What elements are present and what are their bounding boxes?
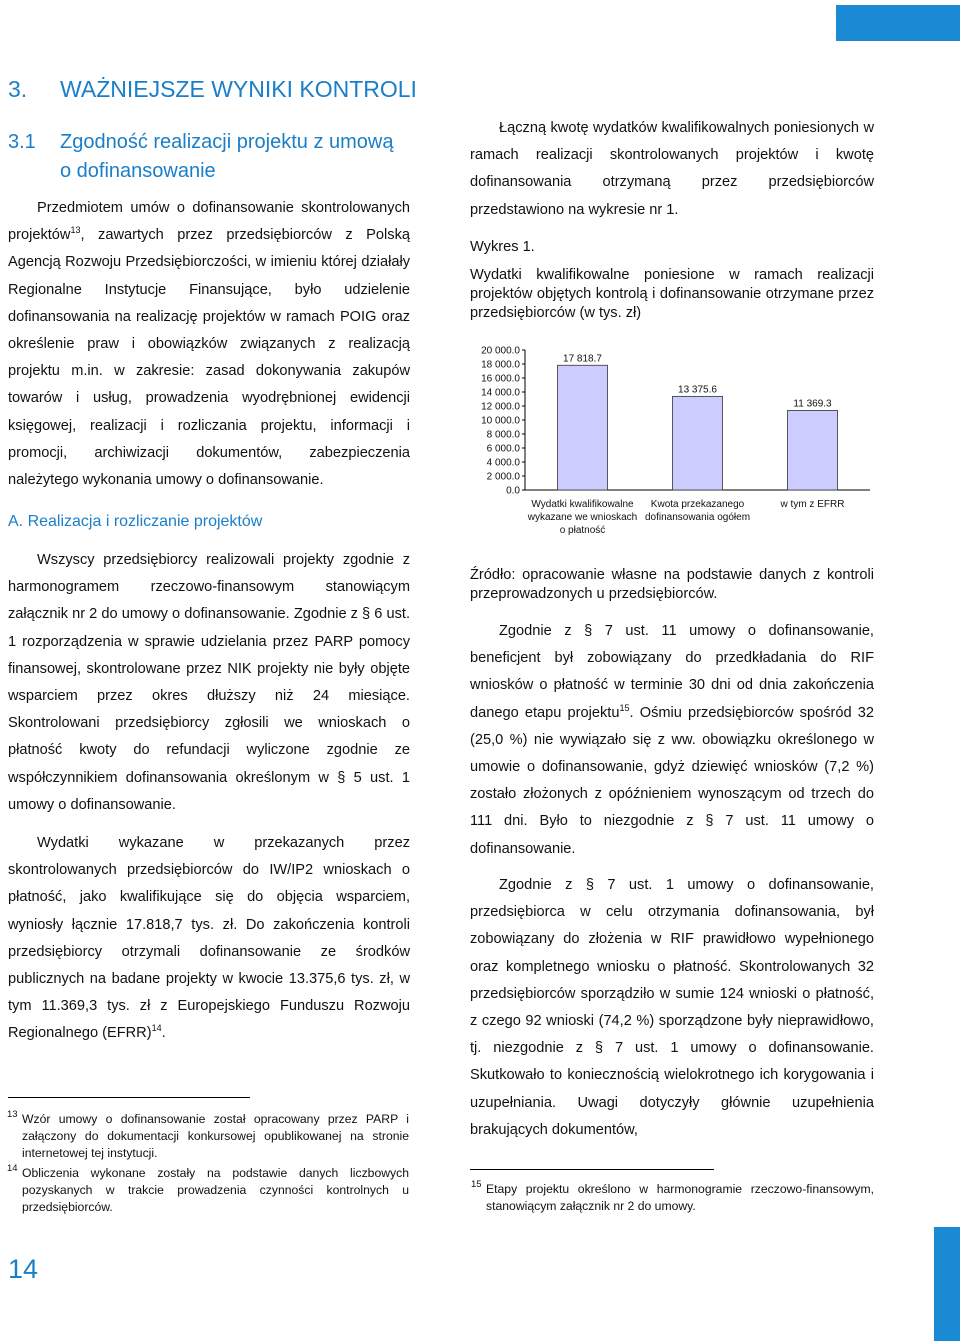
corner-accent-top	[836, 5, 960, 41]
footnote-ref-14[interactable]: 14	[151, 1023, 162, 1034]
paragraph-realizacja: Wszyscy przedsiębiorcy realizowali projekty zgodnie z harmonogramem rzeczowo-finansowym stanowiącym załącznik nr 2 do umowy o dofinansowanie. Zgodnie z § 6 ust. 1 rozporządzenia w sprawie udzielania przez PARP pomocy finansowej, skontrolowane przez NIK projekty nie były objęte wsparciem przez okres dłuższy niż 24 miesiące. Skontrolowani przedsiębiorcy zgłosili we wnioskach o płatność kwoty do refundacji wyliczone zgodnie ze współczynnikiem dofinansowania określonym w § 5 ust. 1 umowy o dofinansowanie.	[8, 552, 410, 813]
chart-data-label: 11 369.3	[793, 398, 832, 410]
chart-caption: Wydatki kwalifikowalne poniesione w ramach realizacji projektów objętych kontrolą i dofinansowanie otrzymane przez przedsiębiorców (w tys. zł)	[470, 267, 874, 321]
chart-data-label: 13 375.6	[678, 384, 717, 396]
chart-y-tick-label: 20 000.0	[481, 345, 520, 357]
footnote-15: 15 Etapy projektu określono w harmonogramie rzeczowo-finansowym, stanowiącym załącznik nr 2 do umowy.	[471, 1179, 874, 1213]
chart-y-tick-label: 16 000.0	[481, 373, 520, 385]
page-number: 14	[8, 1254, 39, 1284]
chart-bar	[788, 410, 838, 490]
chart-bar	[673, 396, 723, 490]
chart-y-tick-label: 8 000.0	[486, 429, 520, 441]
paragraph-intro: Przedmiotem umów o dofinansowanie skontrolowanych projektów$^{13}$, zawartych przez przedsiębiorców z Polską Agencją Rozwoju Przedsiębiorczości, w imieniu której działały Regionalne Instytucje Finansujące, było udzielenie dofinansowania na realizację projektów w ramach POIG oraz określenie praw i obowiązków związanych z realizacją projektu m.in. w zakresie: zasad dokonywania zakupów towarów i usług, prowadzenia wyodrębnionej ewidencji księgowej, realizacji i rozliczania projektu, informacji i promocji, archiwizacji dokumentów, zabezpieczenia należytego wykonania umowy o dofinansowanie.	[8, 200, 410, 489]
corner-accent-bottom	[934, 1227, 960, 1341]
section-a-heading: A. Realizacja i rozliczanie projektów	[8, 513, 263, 530]
footnote-14: 14 Obliczenia wykonane zostały na podstawie danych liczbowych pozyskanych w trakcie prowadzenia czynności kontrolnych u przedsiębiorców.	[7, 1163, 409, 1214]
footnote-rule-left	[8, 1097, 250, 1098]
footnote-13: 13 Wzór umowy o dofinansowanie został opracowany przez PARP i załączony do dokumentacji konkursowej opublikowanej na stronie internetowej tej instytucji.	[7, 1109, 409, 1160]
chart-y-tick-label: 4 000.0	[486, 457, 520, 469]
chart-bar	[558, 365, 608, 490]
chart-category-label: Wydatki kwalifikowalne	[531, 499, 634, 510]
chart-y-tick-label: 6 000.0	[486, 443, 520, 455]
paragraph-chart-intro: Łączną kwotę wydatków kwalifikowalnych poniesionych w ramach realizacji skontrolowanych projektów i kwotę dofinansowania otrzymaną przez przedsiębiorców przedstawiono na wykresie nr 1.	[470, 120, 874, 218]
chart-y-tick-label: 0.0	[506, 485, 520, 497]
paragraph-wnioski: Zgodnie z § 7 ust. 1 umowy o dofinansowanie, przedsiębiorca w celu otrzymania dofinansowania, był zobowiązany do złożenia w RIF prawidłowo wypełnionego oraz kompletnego wniosku o płatność. Skontrolowanych 32 przedsiębiorców sporządziło w sumie 124 wnioski o płatność, z czego 92 wnioski (74,2 %) sporządzone były nieprawidłowo, tj. niezgodnie z § 7 ust. 1 umowy o dofinansowanie. Skutkowało to koniecznością wielokrotnego ich korygowania i uzupełniania. Uwagi dotyczyły głównie uzupełnienia brakujących dokumentów,	[470, 877, 874, 1138]
section-heading: 3. WAŻNIEJSZE WYNIKI KONTROLI	[8, 76, 417, 102]
chart-y-tick-label: 10 000.0	[481, 415, 520, 427]
footnote-ref-15[interactable]: 15	[619, 702, 630, 713]
chart-data-label: 17 818.7	[563, 353, 602, 365]
chart-category-label: w tym z EFRR	[780, 499, 845, 510]
bar-chart	[470, 338, 880, 548]
chart-y-tick-label: 2 000.0	[486, 471, 520, 483]
footnote-ref-13[interactable]: 13	[70, 225, 81, 236]
chart-category-label: wykazane we wnioskach	[527, 512, 638, 523]
chart-label: Wykres 1.	[470, 239, 535, 255]
chart-y-tick-label: 12 000.0	[481, 401, 520, 413]
subsection-heading: 3.1 Zgodność realizacji projektu z umową o dofinansowanie	[8, 131, 394, 182]
chart-y-tick-label: 18 000.0	[481, 359, 520, 371]
footnote-rule-right	[470, 1169, 714, 1170]
chart-y-tick-label: 14 000.0	[481, 387, 520, 399]
chart-category-label: dofinansowania ogółem	[644, 512, 751, 523]
paragraph-platnosc: Zgodnie z § 7 ust. 11 umowy o dofinansowanie, beneficjent był zobowiązany do przedkładania do RIF wniosków o płatność w terminie 30 dni od dnia zakończenia danego etapu projektu$^{15}$. Ośmiu przedsiębiorców spośród 32 (25,0 %) nie wywiązało się z ww. obowiązku określonego w umowie o dofinansowanie, gdyż dziewięć wniosków (7,2 %) zostało złożonych z opóźnieniem wynoszącym od trzech do 111 dni. Było to niezgodnie z § 7 ust. 11 umowy o dofinansowanie.	[470, 623, 874, 857]
chart-category-label: o płatność	[559, 525, 606, 536]
paragraph-wydatki: Wydatki wykazane w przekazanych przez skontrolowanych przedsiębiorców do IW/IP2 wnioskach o płatność, jako kwalifikujące się do objęcia wsparciem, wyniosły łącznie 17.818,7 tys. zł. Do zakończenia kontroli przedsiębiorcy otrzymali dofinansowanie ze środków publicznych na badane projekty w kwocie 13.375,6 tys. zł, w tym 11.369,3 tys. zł z Europejskiego Funduszu Rozwoju Regionalnego (EFRR)$^{14}$.	[8, 835, 410, 1042]
chart-category-label: Kwota przekazanego	[650, 499, 745, 510]
source-note: Źródło: opracowanie własne na podstawie danych z kontroli przeprowadzonych u przedsiębiorców.	[470, 567, 874, 602]
